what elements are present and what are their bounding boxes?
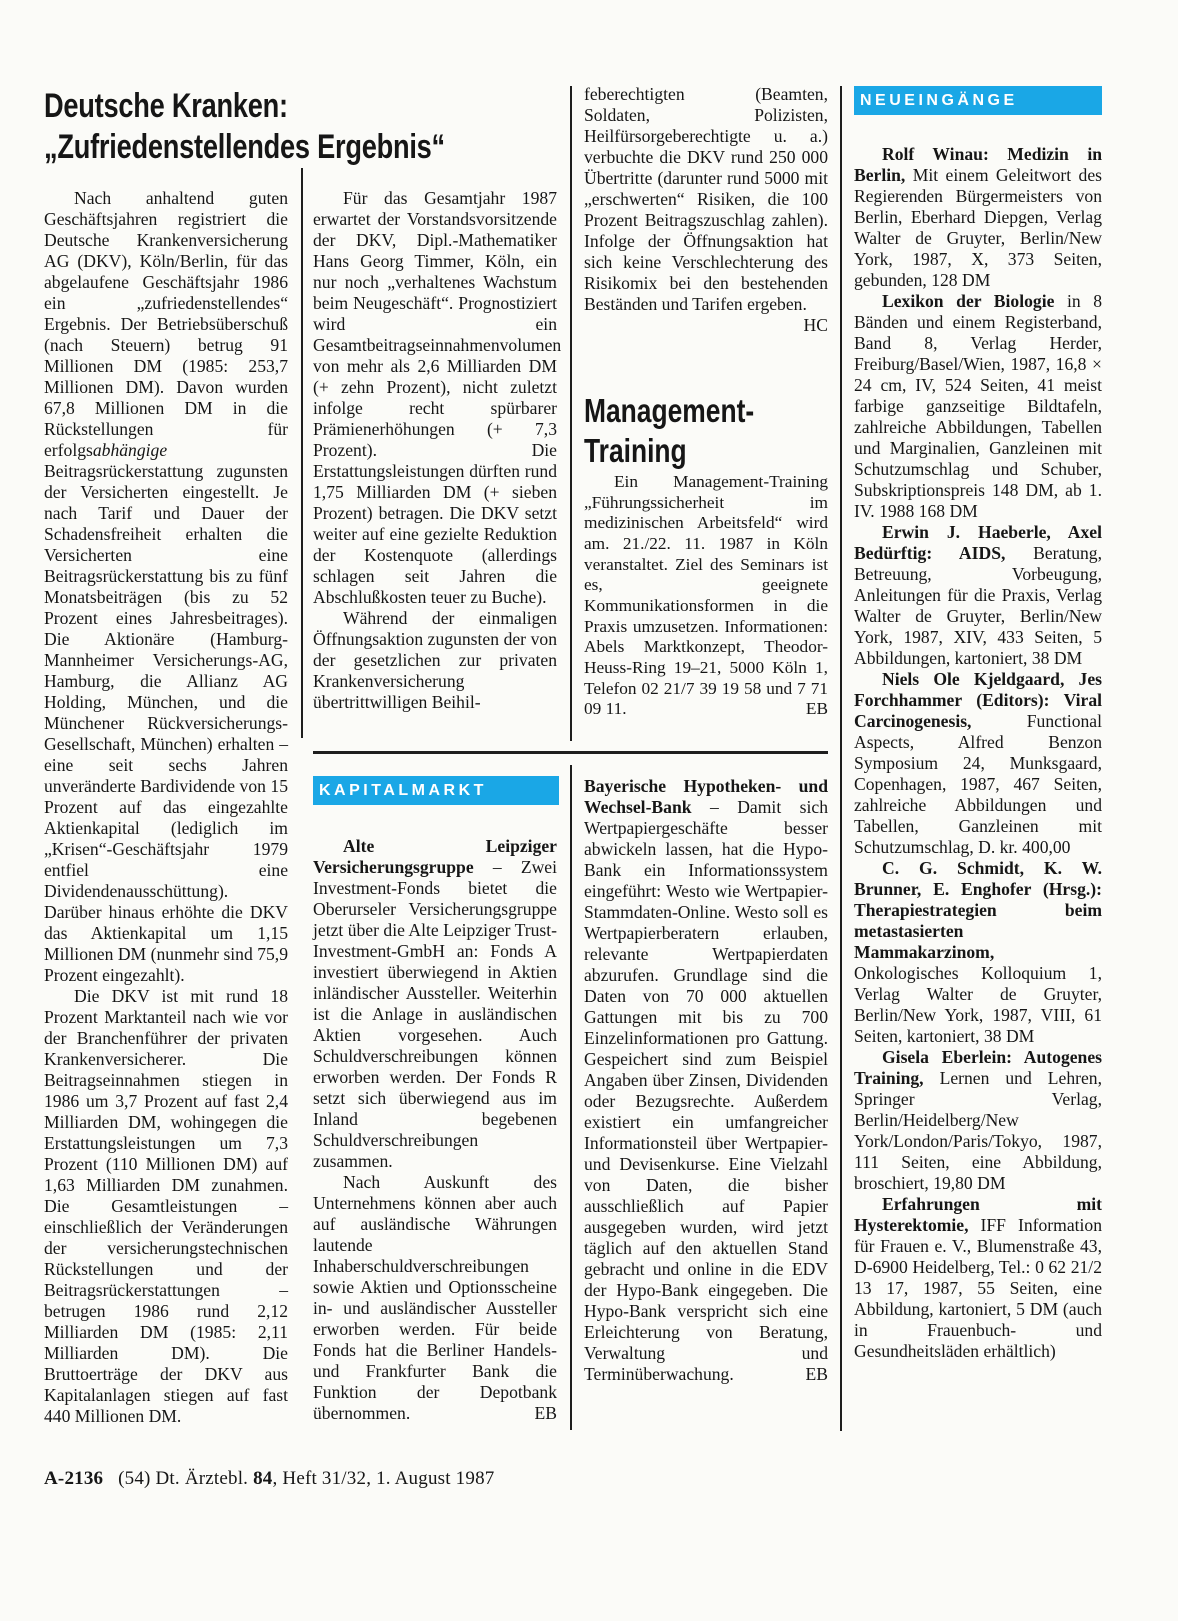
hypo-bank-paragraph: Bayerische Hypotheken- und Wechsel-Bank – Damit sich Wertpapiergeschäfte besser abwickeln lassen, hat die Hypo-Bank ein Informationssystem eingeführt: Westo wie Wertpapier-Stammdaten-Online. Westo soll es Wertpapierberatern erlauben, relevante Wertpapierdaten abzurufen. Grundlage sind die Daten von 70 000 aktuellen Gattungen mit bis zu 700 Einzelinformationen pro Gattung. Gespeichert sind zum Beispiel Angaben über Zinsen, Dividenden oder Bezugsrechte. Außerdem existiert ein umfangreicher Informationsteil über Wertpapier- und Devisenkurse. Eine Vielzahl von Daten, die bisher ausschließlich auf Papier ausgegeben wurden, wird jetzt täglich auf den aktuellen Stand gebracht und online in die EDV der Hypo-Bank eingegeben. Die Hypo-Bank verspricht sich eine Erleichterung von Beratung, Verwaltung und Terminüberwachung. EB (584, 776, 828, 1384)
dkv-article-column-1 (44, 188, 288, 1427)
book-entry-details: Lernen und Lehren, Springer Verlag, Berlin/Heidelberg/New York/London/Paris/Tokyo, 1987, 111 Seiten, eine Abbildung, broschiert, 19,80 DM (854, 1068, 1102, 1193)
book-entry-title: Niels Ole Kjeldgaard, Jes Forchhammer (Editors): Viral Carcinogenesis, (854, 669, 1102, 731)
kapitalmarkt-column-right (584, 776, 828, 1385)
book-entry-title: C. G. Schmidt, K. W. Brunner, E. Enghofer (Hrsg.): Therapiestrategien beim metastasierten Mammakarzinom, (854, 858, 1102, 962)
page-number: A-2136 (44, 1468, 104, 1489)
volume-number: 84 (253, 1468, 273, 1489)
book-entry-title: Rolf Winau: Medizin in Berlin, (854, 144, 1102, 185)
book-entry (854, 291, 1102, 522)
dkv-article-column-3 (584, 84, 828, 336)
dkv-paragraph-2: Die DKV ist mit rund 18 Prozent Marktanteil nach wie vor der Branchenführer der privaten Krankenversicherer. Die Beitragseinnahmen stiegen in 1986 um 3,7 Prozent auf fast 2,4 Milliarden DM, wohingegen die Erstattungsleistungen um 7,3 Prozent (110 Millionen DM) auf 1,63 Milliarden DM zunahmen. Die Gesamtleistungen – einschließlich der Veränderungen der versicherungstechnischen Rückstellungen und der Beitragsrückerstattungen – betrugen 1986 rund 2,12 Milliarden DM (1985: 2,11 Milliarden DM). Die Bruttoerträge der DKV aus Kapitalanlagen stiegen auf fast 440 Millionen DM. (44, 986, 288, 1426)
book-entry-details: in 8 Bänden und einem Registerband, Band 8, Verlag Herder, Freiburg/Basel/Wien, 1987, 16,8 × 24 cm, IV, 524 Seiten, 41 meist farbige ganzseitige Bildtafeln, zahlreiche Abbildungen, Tabellen und Marginalien, Ganzleinen mit Schutzumschlag und Schuber, Subskriptionspreis 148 DM, ab 1. IV. 1988 168 DM (854, 291, 1103, 521)
column-rule-1 (301, 168, 303, 738)
issue-date: , Heft 31/32, 1. August 1987 (272, 1468, 495, 1489)
book-entry-details: Mit einem Geleitwort des Regierenden Bürgermeisters von Berlin, Eberhard Diepgen, Verlag Walter de Gruyter, Berlin/New York, 1987, X, 373 Seiten, gebunden, 128 DM (854, 165, 1102, 290)
book-entry (854, 144, 1102, 291)
book-entry (854, 1194, 1102, 1362)
neueingaenge-banner: NEUEINGÄNGE (854, 86, 1102, 115)
headline-line-1: Deutsche Kranken: (44, 87, 288, 125)
book-entry-details: IFF Information für Frauen e. V., Blumenstraße 43, D-6900 Heidelberg, Tel.: 0 62 21/2 13 17, 1987, 55 Seiten, eine Abbildung, kartoniert, 5 DM (auch in Frauenbuch- und Gesundheitsläden erhältlich) (854, 1215, 1102, 1361)
book-entry (854, 522, 1102, 669)
kapitalmarkt-column-left (313, 836, 557, 1424)
column-rule-3 (570, 765, 572, 1430)
neueingaenge-list (854, 144, 1102, 1362)
source-journal: (54) Dt. Ärztebl. (118, 1468, 249, 1489)
dkv-article-column-2 (313, 188, 562, 713)
hypo-bank-title: Bayerische Hypotheken- und Wechsel-Bank (584, 776, 828, 817)
alte-leipziger-paragraph-1: Alte Leipziger Versicherungsgruppe – Zwei Investment-Fonds bietet die Oberurseler Versicherungsgruppe jetzt über die Alte Leipziger Trust-Investment-GmbH an: Fonds A investiert überwiegend in Aktien inländischer Aussteller. Weiterhin ist die Anlage in ausländischen Aktien vorgesehen. Auch Schuldverschreibungen können erworben werden. Der Fonds R setzt sich überwiegend aus im Inland begebenen Schuldverschreibungen zusammen. (313, 836, 557, 1171)
dkv-paragraph-1: Nach anhaltend guten Geschäftsjahren registriert die Deutsche Krankenversicherung AG (DKV), Köln/Berlin, für das abgelaufene Geschäftsjahr 1986 ein „zufriedenstellendes“ Ergebnis. Der Betriebsüberschuß (nach Steuern) betrug 91 Millionen DM (1985: 253,7 Millionen DM). Davon wurden 67,8 Millionen DM in die Rückstellungen für erfolgsabhängige Beitragsrückerstattung zugunsten der Versicherten eingestellt. Je nach Tarif und Dauer der Schadensfreiheit erhalten die Versicherten eine Beitragsrückerstattung bis zu fünf Monatsbeiträgen (bis zu 52 Prozent eines Jahresbeitrages). Die Aktionäre (Hamburg-Mannheimer Versicherungs-AG, Hamburg, die Allianz AG Holding, München, und die Münchener Rückversicherungs-Gesellschaft, München) erhalten – eine seit sechs Jahren unveränderte Bardividende von 15 Prozent auf das eingezahlte Aktienkapital (lediglich im „Krisen“-Geschäftsjahr 1979 entfiel eine Dividendenausschüttung). Darüber hinaus erhöhte die DKV das Aktienkapital um 1,15 Millionen DM (nunmehr sind 75,9 Prozent eingezahlt). (44, 188, 288, 985)
management-article (584, 472, 828, 720)
hypo-bank-signature: EB (805, 1364, 828, 1384)
column-rule-4 (840, 86, 842, 1431)
book-entry (854, 669, 1102, 858)
page-footer (44, 1468, 495, 1490)
kapitalmarkt-banner: KAPITALMARKT (313, 776, 559, 805)
column-rule-2 (570, 86, 572, 741)
alte-leipziger-paragraph-2: Nach Auskunft des Unternehmens können aber auch auf ausländische Währungen lautende Inhaberschuldverschreibungen sowie Aktien und Optionsscheine in- und ausländischer Aussteller erworben werden. Für beide Fonds hat die Berliner Handels- und Frankfurter Bank die Funktion der Depotbank übernommen. EB (313, 1172, 557, 1423)
dkv-paragraph-4: Während der einmaligen Öffnungsaktion zugunsten der von der gesetzlichen zur privaten Krankenversicherung übertrittwilligen Beihil- (313, 608, 557, 712)
section-rule (313, 751, 828, 754)
headline-line-2: „Zufriedenstellendes Ergebnis“ (44, 128, 445, 166)
book-entry-details: Onkologisches Kolloquium 1, Verlag Walter de Gruyter, Berlin/New York, 1987, VIII, 61 Seiten, kartoniert, 38 DM (854, 963, 1102, 1046)
book-entry-title: Gisela Eberlein: Autogenes Training, (854, 1047, 1102, 1088)
management-body: Ein Management-Training „Führungssicherheit im medizinischen Arbeitsfeld“ wird am. 21./22. 11. 1987 in Köln veranstaltet. Ziel des Seminars ist es, geeignete Kommunikationsformen in die Praxis umzusetzen. Informationen: Abels Marktkonzept, Theodor-Heuss-Ring 19–21, 5000 Köln 1, Telefon 02 21/7 39 19 58 und 7 71 09 11. EB (584, 472, 828, 719)
alte-leipziger-title: Alte Leipziger Versicherungsgruppe (313, 836, 557, 877)
dkv-signature: HC (803, 315, 828, 335)
book-entry-title: Lexikon der Biologie (882, 291, 1055, 311)
book-entry-details: Functional Aspects, Alfred Benzon Symposium 24, Munksgaard, Copenhagen, 1987, 467 Seiten, zahlreiche Abbildungen und Tabellen, Ganzleinen mit Schutzumschlag, D. kr. 400,00 (854, 711, 1102, 857)
dkv-paragraph-3: Für das Gesamtjahr 1987 erwartet der Vorstandsvorsitzende der DKV, Dipl.-Mathematiker Hans Georg Timmer, Köln, ein nur noch „verhaltenes Wachstum beim Neugeschäft“. Prognostiziert wird ein Gesamtbeitragseinnahmenvolumen von mehr als 2,6 Milliarden DM (+ zehn Prozent), nicht zuletzt infolge recht spürbarer Prämienerhöhungen (+ 7,3 Prozent). Die Erstattungsleistungen dürften rund 1,75 Milliarden DM (+ sieben Prozent) betragen. Die DKV setzt weiter auf eine gezielte Reduktion der Kostenquote (allerdings schlagen seit Jahren die Abschlußkosten teuer zu Buche). (313, 188, 562, 607)
management-title: Management- Training (584, 392, 755, 469)
dkv-paragraph-5: feberechtigten (Beamten, Soldaten, Polizisten, Heilfürsorgeberechtigte u. a.) verbuchte die DKV rund 250 000 Übertritte (darunter rund 5000 mit „erschwerten“ Risiken, die 100 Prozent Beitragszuschlag zahlen). Infolge der Öffnungsaktion hat sich keine Verschlechterung des Risikomix bei den bestehenden Beständen und Tarifen ergeben. HC (584, 84, 828, 335)
article-headline (44, 86, 460, 168)
alte-leipziger-signature: EB (534, 1403, 557, 1423)
book-entry-details: Beratung, Betreuung, Vorbeugung, Anleitungen für die Praxis, Verlag Walter de Gruyter, Berlin/New York, 1987, XIV, 433 Seiten, 5 Abbildungen, kartoniert, 38 DM (854, 543, 1102, 668)
book-entry-title: Erwin J. Haeberle, Axel Bedürftig: AIDS, (854, 522, 1102, 563)
management-signature: EB (805, 699, 828, 719)
book-entry (854, 1047, 1102, 1194)
book-entry (854, 858, 1102, 1047)
book-entry-title: Erfahrungen mit Hysterektomie, (854, 1194, 1102, 1235)
